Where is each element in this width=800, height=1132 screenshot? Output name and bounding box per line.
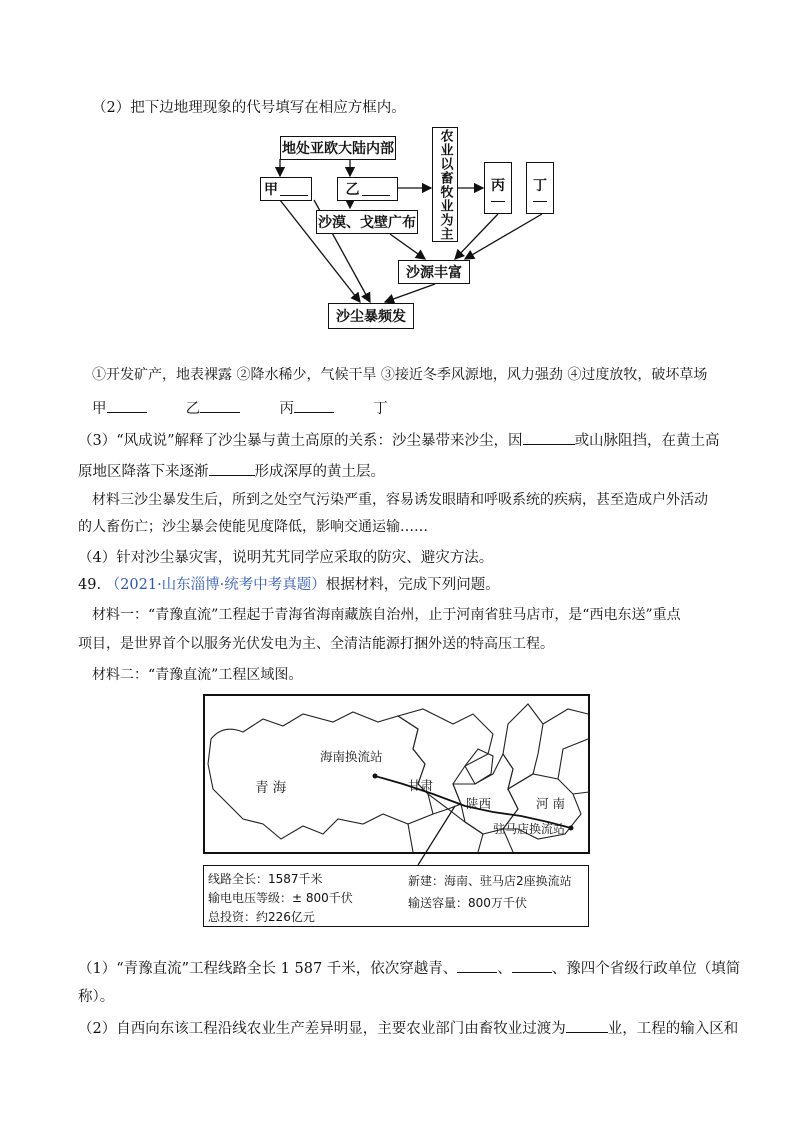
sub1-line1 (78, 957, 740, 979)
box-ding-label: 丁 (533, 177, 547, 194)
label-shaanxi: 陕西 (466, 796, 492, 811)
box-jia-label: 甲 (264, 182, 278, 198)
sub2-blank[interactable] (566, 1017, 608, 1033)
box-jia-blank (280, 183, 308, 196)
causal-diagram (250, 122, 570, 337)
zhumadian-station-dot (569, 826, 574, 831)
info-length: 线路全长：1587千米 (208, 872, 323, 886)
box-jia (260, 177, 312, 201)
sub2-line1 (78, 1017, 738, 1039)
sub2-text-b: 业，工程的输入区和 (607, 1021, 739, 1037)
haixi-station-dot (373, 774, 378, 779)
q3-blank-1[interactable] (523, 429, 575, 445)
q3-text-d: 形成深厚的黄土层。 (254, 464, 385, 480)
sub1-sep: 、 (497, 961, 512, 977)
box-yi-blank (362, 183, 390, 196)
sub1-line2: 称）。 (78, 989, 115, 1005)
q3-line2 (78, 460, 385, 482)
fill-label-jia: 甲 (92, 401, 107, 417)
q3-text-a: （3）“风成说”解释了沙尘暴与黄土高原的关系：沙尘暴带来沙尘，因 (78, 433, 523, 449)
box-ding-blank (533, 201, 547, 202)
q2-intro: （2）把下边地理现象的代号填写在相应方框内。 (92, 100, 406, 116)
material3-line2: 的人畜伤亡；沙尘暴会使能见度降低，影响交通运输…… (78, 519, 428, 535)
label-qinghai: 青 海 (255, 780, 287, 796)
fill-blank-jia[interactable] (107, 397, 147, 413)
box-ding (526, 162, 554, 214)
info-voltage: 输电电压等级：± 800千伏 (208, 891, 353, 905)
info-capacity: 输送容量：800万千伏 (408, 896, 527, 910)
box-pastoral: 农业以畜牧业为主 (432, 127, 458, 242)
fill-row (92, 397, 388, 419)
options-line: ①开发矿产，地表裸露 ②降水稀少，气候干旱 ③接近冬季风源地，风力强劲 ④过度放牧，破坏草场 (92, 367, 708, 383)
info-investment: 总投资：约226亿元 (208, 910, 315, 924)
label-gansu: 甘肃 (408, 778, 434, 793)
sub1-text-a: （1）“青豫直流”工程线路全长 1 587 千米，依次穿越青、 (78, 961, 458, 977)
sub1-blank-1[interactable] (457, 957, 497, 973)
material3-line1: 材料三沙尘暴发生后，所到之处空气污染严重，容易诱发眼睛和呼吸系统的疾病，甚至造成户外活动 (92, 492, 708, 508)
material1-line1: 材料一：“青豫直流”工程起于青海省海南藏族自治州，止于河南省驻马店市，是“西电东送”重点 (92, 607, 681, 623)
sub1-blank-2[interactable] (512, 957, 552, 973)
project-map (203, 694, 593, 929)
box-inland: 地处亚欧大陆内部 (280, 136, 396, 160)
sub1-text-b: 、豫四个省级行政单位（填简 (551, 961, 741, 977)
q3-text-b: 或山脉阻挡，在黄土高 (574, 433, 720, 449)
project-info-box (203, 865, 589, 927)
box-sandstorm: 沙尘暴频发 (328, 303, 414, 329)
box-desert: 沙漠、戈壁广布 (316, 210, 418, 234)
fill-label-ding: 丁 (373, 401, 388, 417)
q49-prompt: 根据材料，完成下列问题。 (325, 577, 500, 593)
material1-line2: 项目，是世界首个以服务光伏发电为主、全清洁能源打捆外送的特高压工程。 (78, 636, 554, 652)
q3-blank-2[interactable] (209, 460, 255, 476)
box-yi (337, 177, 398, 201)
q49-number: 49. (78, 577, 102, 593)
q49-heading (78, 575, 500, 595)
q3-text-c: 原地区降落下来逐渐 (78, 464, 209, 480)
label-henan: 河 南 (536, 796, 565, 811)
q4-text: （4）针对沙尘暴灾害，说明艽艽同学应采取的防灾、避灾方法。 (78, 550, 494, 566)
material2-caption: 材料二：“青豫直流”工程区域图。 (92, 667, 303, 683)
box-bing-blank (491, 201, 505, 202)
label-zhumadian-station: 驻马店换流站 (493, 822, 566, 836)
info-new-stations: 新建：海南、驻马店2座换流站 (408, 874, 572, 888)
q3-line1 (78, 429, 720, 451)
label-hainan-station: 海南换流站 (320, 749, 383, 764)
box-bing-label: 丙 (491, 177, 505, 194)
box-bing (484, 162, 512, 214)
q49-source-link[interactable]: （2021·山东淄博·统考中考真题） (105, 577, 326, 593)
sub2-text-a: （2）自西向东该工程沿线农业生产差异明显，主要农业部门由畜牧业过渡为 (78, 1021, 566, 1037)
box-sand-source: 沙源丰富 (398, 260, 470, 284)
fill-label-bing: 丙 (279, 401, 294, 417)
fill-blank-bing[interactable] (294, 397, 334, 413)
box-yi-label: 乙 (345, 182, 360, 198)
fill-blank-yi[interactable] (200, 397, 240, 413)
fill-label-yi: 乙 (185, 401, 201, 417)
